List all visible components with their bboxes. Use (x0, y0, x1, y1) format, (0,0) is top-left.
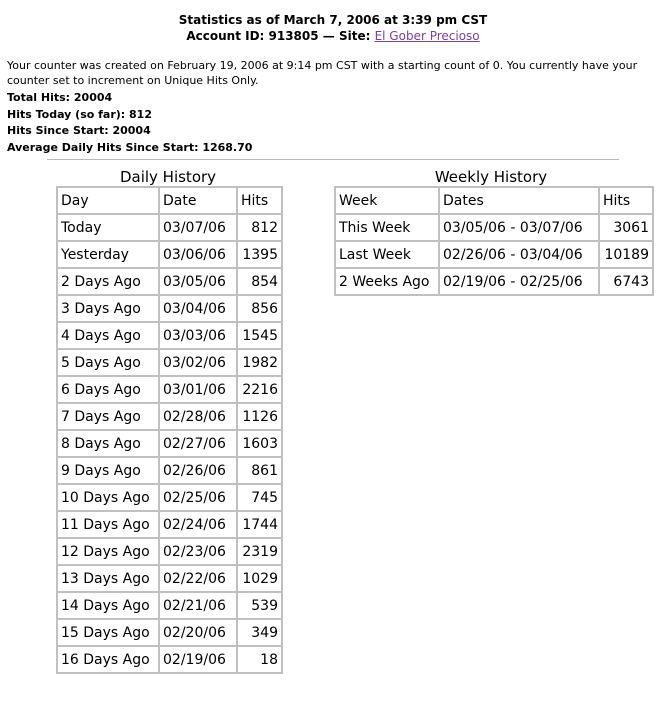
total-hits: Total Hits: 20004 (7, 91, 113, 104)
daily-cell-date: 03/05/06 (159, 268, 237, 295)
weekly-header-week: Week (335, 187, 439, 214)
daily-cell-period: 6 Days Ago (57, 376, 159, 403)
daily-cell-hits: 349 (237, 619, 282, 646)
table-row (57, 241, 282, 268)
daily-cell-hits: 1603 (237, 430, 282, 457)
daily-header-row (57, 187, 282, 214)
site-link[interactable]: El Gober Precioso (374, 29, 480, 43)
daily-cell-period: 9 Days Ago (57, 457, 159, 484)
weekly-history-caption: Weekly History (434, 168, 548, 186)
daily-cell-hits: 1545 (237, 322, 282, 349)
weekly-cell-hits: 6743 (599, 268, 653, 295)
table-row (57, 538, 282, 565)
table-row (57, 565, 282, 592)
daily-cell-hits: 1395 (237, 241, 282, 268)
daily-cell-hits: 18 (237, 646, 282, 673)
table-row (57, 295, 282, 322)
hits-since-start: Hits Since Start: 20004 (7, 124, 151, 137)
daily-cell-hits: 1744 (237, 511, 282, 538)
table-row (57, 349, 282, 376)
daily-cell-date: 02/20/06 (159, 619, 237, 646)
weekly-header-dates: Dates (439, 187, 599, 214)
daily-cell-date: 02/21/06 (159, 592, 237, 619)
daily-cell-hits: 861 (237, 457, 282, 484)
weekly-header-row (335, 187, 653, 214)
weekly-cell-period: Last Week (335, 241, 439, 268)
daily-cell-date: 02/23/06 (159, 538, 237, 565)
table-row (57, 484, 282, 511)
daily-header-date: Date (159, 187, 237, 214)
table-row (335, 268, 653, 295)
daily-cell-date: 02/25/06 (159, 484, 237, 511)
daily-cell-period: 16 Days Ago (57, 646, 159, 673)
daily-cell-period: 15 Days Ago (57, 619, 159, 646)
daily-cell-date: 03/06/06 (159, 241, 237, 268)
weekly-cell-period: 2 Weeks Ago (335, 268, 439, 295)
daily-cell-period: Today (57, 214, 159, 241)
weekly-cell-hits: 10189 (599, 241, 653, 268)
daily-cell-date: 02/27/06 (159, 430, 237, 457)
daily-cell-period: 12 Days Ago (57, 538, 159, 565)
table-row (57, 268, 282, 295)
daily-cell-hits: 745 (237, 484, 282, 511)
daily-cell-period: 2 Days Ago (57, 268, 159, 295)
daily-cell-date: 02/28/06 (159, 403, 237, 430)
table-row (57, 646, 282, 673)
account-label: Account ID: 913805 — Site: (186, 29, 371, 43)
daily-cell-hits: 856 (237, 295, 282, 322)
table-row (57, 403, 282, 430)
page-title: Statistics as of March 7, 2006 at 3:39 pm CST (178, 13, 488, 27)
weekly-cell-period: This Week (335, 214, 439, 241)
daily-cell-hits: 812 (237, 214, 282, 241)
daily-cell-period: 13 Days Ago (57, 565, 159, 592)
daily-cell-date: 03/03/06 (159, 322, 237, 349)
daily-cell-period: Yesterday (57, 241, 159, 268)
daily-cell-hits: 539 (237, 592, 282, 619)
table-row (335, 214, 653, 241)
daily-cell-date: 02/19/06 (159, 646, 237, 673)
daily-cell-hits: 1126 (237, 403, 282, 430)
weekly-cell-hits: 3061 (599, 214, 653, 241)
daily-cell-date: 03/07/06 (159, 214, 237, 241)
weekly-header-hits: Hits (599, 187, 653, 214)
daily-cell-date: 03/02/06 (159, 349, 237, 376)
daily-cell-period: 4 Days Ago (57, 322, 159, 349)
hits-today: Hits Today (so far): 812 (7, 107, 152, 121)
table-row (335, 241, 653, 268)
daily-cell-hits: 1982 (237, 349, 282, 376)
daily-cell-hits: 854 (237, 268, 282, 295)
average-daily-hits: Average Daily Hits Since Start: 1268.70 (7, 140, 253, 154)
table-row (57, 430, 282, 457)
daily-cell-date: 02/24/06 (159, 511, 237, 538)
daily-cell-date: 02/22/06 (159, 565, 237, 592)
divider (47, 159, 619, 160)
daily-cell-hits: 2216 (237, 376, 282, 403)
table-row (57, 592, 282, 619)
table-row (57, 457, 282, 484)
account-line (0, 28, 666, 44)
daily-history-caption: Daily History (119, 168, 217, 186)
daily-header-day: Day (57, 187, 159, 214)
daily-header-hits: Hits (237, 187, 282, 214)
daily-cell-period: 5 Days Ago (57, 349, 159, 376)
table-row (57, 619, 282, 646)
daily-cell-date: 03/01/06 (159, 376, 237, 403)
weekly-history-table (334, 186, 654, 296)
daily-cell-period: 7 Days Ago (57, 403, 159, 430)
daily-cell-period: 8 Days Ago (57, 430, 159, 457)
table-row (57, 511, 282, 538)
stats-summary (7, 90, 252, 156)
weekly-cell-date: 02/26/06 - 03/04/06 (439, 241, 599, 268)
daily-cell-period: 11 Days Ago (57, 511, 159, 538)
daily-cell-date: 03/04/06 (159, 295, 237, 322)
daily-cell-period: 3 Days Ago (57, 295, 159, 322)
daily-cell-hits: 2319 (237, 538, 282, 565)
table-row (57, 376, 282, 403)
daily-cell-date: 02/26/06 (159, 457, 237, 484)
daily-cell-hits: 1029 (237, 565, 282, 592)
daily-cell-period: 14 Days Ago (57, 592, 159, 619)
weekly-cell-date: 02/19/06 - 02/25/06 (439, 268, 599, 295)
page-header (0, 12, 666, 44)
weekly-cell-date: 03/05/06 - 03/07/06 (439, 214, 599, 241)
table-row (57, 322, 282, 349)
intro-text: Your counter was created on February 19, 2006 at 9:14 pm CST with a starting count of 0. You currently have your counter set to increment on Unique Hits Only. (7, 59, 638, 87)
table-row (57, 214, 282, 241)
daily-cell-period: 10 Days Ago (57, 484, 159, 511)
daily-history-table (56, 186, 283, 674)
